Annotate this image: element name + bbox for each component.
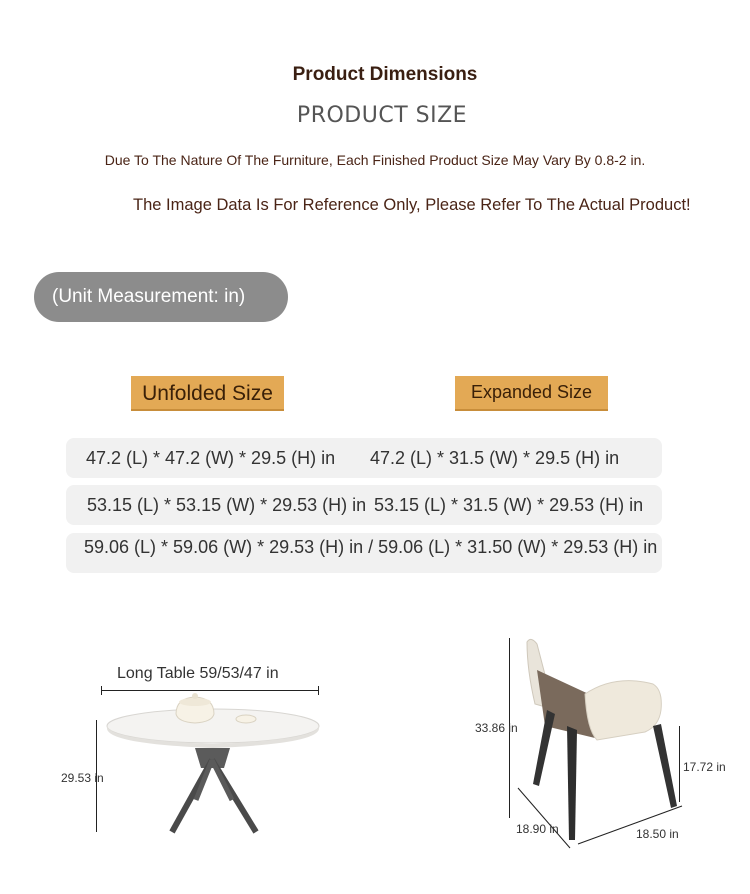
unfolded-size-label: Unfolded Size	[131, 376, 284, 411]
dining-table-illustration	[100, 690, 330, 840]
unfolded-size-value: 47.2 (L) * 47.2 (W) * 29.5 (H) in	[86, 448, 336, 468]
unit-measurement-label: (Unit Measurement: in)	[52, 286, 246, 307]
expanded-size-label: Expanded Size	[455, 376, 608, 411]
chair-depth-label: 18.90 in	[516, 822, 559, 836]
expanded-size-value: 53.15 (L) * 31.5 (W) * 29.53 (H) in	[374, 495, 644, 515]
chair-height-label: 33.86 in	[475, 721, 518, 735]
unit-measurement-badge	[34, 272, 288, 322]
page-title: Product Dimensions	[292, 64, 478, 85]
unfolded-size-value: 53.15 (L) * 53.15 (W) * 29.53 (H) in	[87, 495, 367, 515]
chair-width-label: 18.50 in	[636, 827, 679, 841]
expanded-size-value: 47.2 (L) * 31.5 (W) * 29.5 (H) in	[370, 448, 620, 468]
page-subtitle: PRODUCT SIZE	[296, 103, 468, 128]
combined-size-value: 59.06 (L) * 59.06 (W) * 29.53 (H) in / 59.06 (L) * 31.50 (W) * 29.53 (H) in	[84, 537, 658, 557]
table-height-label: 29.53 in	[61, 771, 104, 785]
variance-note: Due To The Nature Of The Furniture, Each Finished Product Size May Vary By 0.8-2 in.	[104, 152, 646, 168]
reference-note: The Image Data Is For Reference Only, Please Refer To The Actual Product!	[133, 196, 691, 214]
table-length-label: Long Table 59/53/47 in	[117, 665, 279, 682]
chair-seat-height-label: 17.72 in	[683, 760, 726, 774]
